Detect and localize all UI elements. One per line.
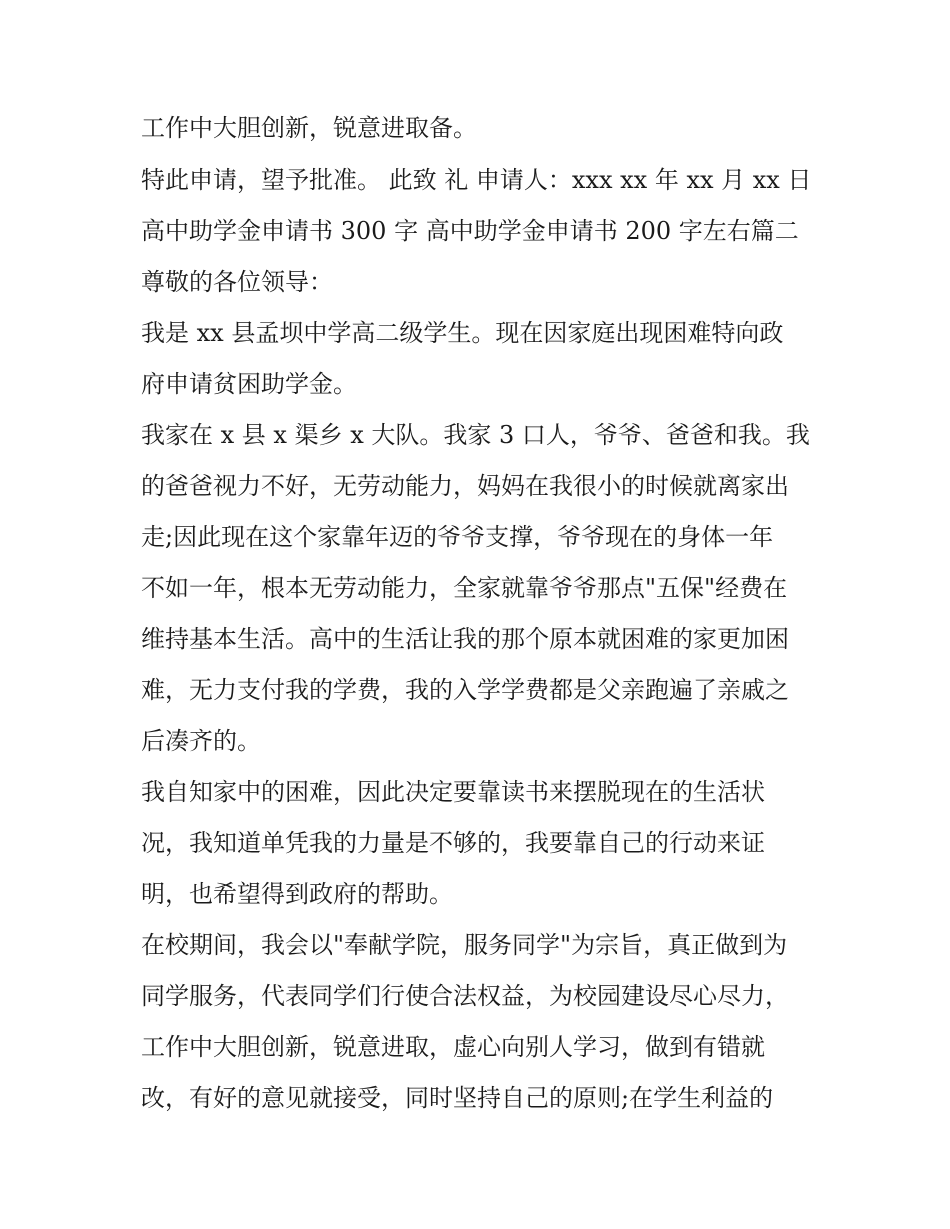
text-line: 的爸爸视力不好，无劳动能力，妈妈在我很小的时候就离家出 xyxy=(141,472,789,500)
text-line: 工作中大胆创新，锐意进取，虚心向别人学习，做到有错就 xyxy=(141,1033,765,1061)
text-line: 况，我知道单凭我的力量是不够的，我要靠自己的行动来证 xyxy=(141,829,765,857)
text-line: 走;因此现在这个家靠年迈的爷爷支撑，爷爷现在的身体一年 xyxy=(141,523,774,551)
text-line: 特此申请，望予批准。 此致 礼 申请人：xxx xx 年 xx 月 xx 日 xyxy=(141,166,812,194)
text-line: 不如一年，根本无劳动能力，全家就靠爷爷那点"五保"经费在 xyxy=(141,574,788,602)
text-line: 工作中大胆创新，锐意进取备。 xyxy=(141,114,477,142)
text-line: 我自知家中的困难，因此决定要靠读书来摆脱现在的生活状 xyxy=(141,778,765,806)
text-line: 同学服务，代表同学们行使合法权益，为校园建设尽心尽力， xyxy=(141,982,789,1010)
text-line: 我家在 x 县 x 渠乡 x 大队。我家 3 口人，爷爷、爸爸和我。我 xyxy=(141,421,810,449)
text-line: 在校期间，我会以"奉献学院，服务同学"为宗旨，真正做到为 xyxy=(141,931,788,959)
text-line: 难，无力支付我的学费，我的入学学费都是父亲跑遍了亲戚之 xyxy=(141,676,789,704)
text-line: 明，也希望得到政府的帮助。 xyxy=(141,880,453,908)
text-line: 改，有好的意见就接受，同时坚持自己的原则;在学生利益的 xyxy=(141,1084,774,1112)
text-line: 尊敬的各位领导： xyxy=(141,268,333,296)
text-line: 府申请贫困助学金。 xyxy=(141,370,357,398)
text-line: 我是 xx 县孟坝中学高二级学生。现在因家庭出现困难特向政 xyxy=(141,319,784,347)
text-line: 维持基本生活。高中的生活让我的那个原本就困难的家更加困 xyxy=(141,625,789,653)
text-line: 高中助学金申请书 300 字 高中助学金申请书 200 字左右篇二 xyxy=(141,217,799,245)
text-line: 后凑齐的。 xyxy=(141,727,261,755)
